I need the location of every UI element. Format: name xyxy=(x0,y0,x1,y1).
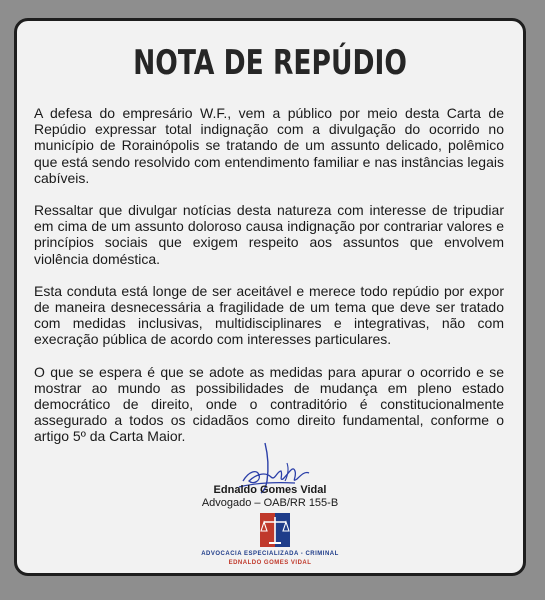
signatory-role: Advogado – OAB/RR 155-B xyxy=(201,497,339,509)
logo-firm-specialty: ADVOCACIA ESPECIALIZADA - CRIMINAL xyxy=(201,551,339,557)
law-firm-logo xyxy=(254,511,296,549)
signatory-name: Ednaldo Gomes Vidal xyxy=(213,484,327,496)
paragraph-3: Esta conduta está longe de ser aceitável e merece todo repúdio por expor de maneira desnecessária a fragilidade de um tema que deve ser tratado com medidas inclusivas, multidisciplinares e integrativas, não com execração pública de acordo com interesses particulares. xyxy=(34,282,504,348)
logo-firm-name: EDNALDO GOMES VIDAL xyxy=(228,560,312,566)
document-body xyxy=(34,105,504,461)
paragraph-2: Ressaltar que divulgar notícias desta natureza com interesse de tripudiar em cima de um assunto doloroso causa indignação por contrariar valores e princípios sociais que exigem respeito aos assuntos que envolvem violência doméstica. xyxy=(34,202,504,267)
paragraph-1: A defesa do empresário W.F., vem a público por meio desta Carta de Repúdio expressar total indignação com a divulgação do ocorrido no município de Rorainópolis se tratando de um assunto delicado, polêmico que está sendo resolvido com entendimento familiar e nas instâncias legais cabíveis. xyxy=(34,105,504,186)
note-frame xyxy=(14,18,526,576)
document-title: NOTA DE REPÚDIO xyxy=(133,43,407,83)
paragraph-4: O que se espera é que se adote as medidas para apurar o ocorrido e se mostrar ao mundo as possibilidades de mudança em pleno estado democrático de direito, onde o contraditório é constitucionalmente assegurado a todos os cidadãos como direito fundamental, conforme o artigo 5º da Carta Maior. xyxy=(34,363,504,445)
